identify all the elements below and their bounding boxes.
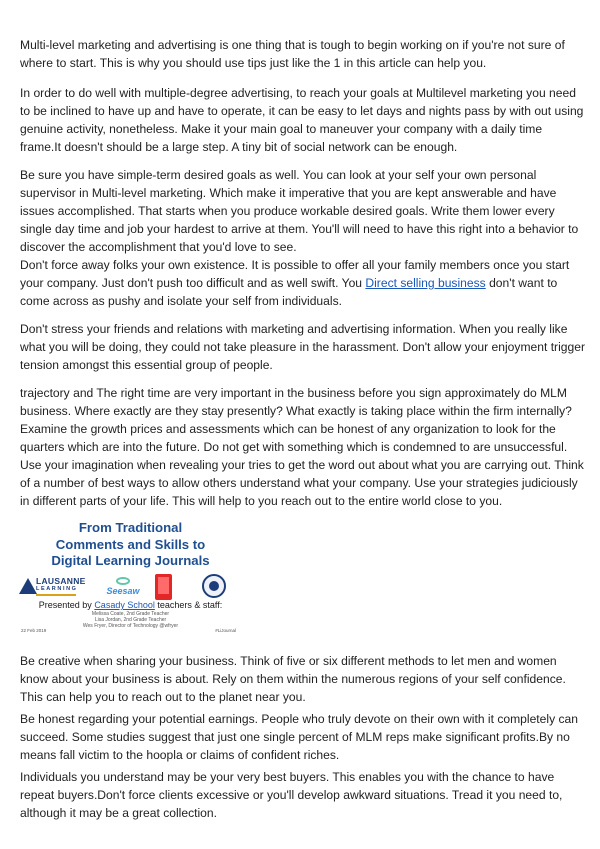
paragraph-dont-stress: Don't stress your friends and relations with marketing and advertising information. When you really like what you will be doing, they could not take pleasure in the harassment. Don't allow your enjoyment trigger tension amongst this essential group of people. [20, 322, 585, 372]
paragraph-dont-push [20, 256, 586, 310]
staff-member-1: Melissa Coate, 2nd Grade Teacher [91, 611, 170, 617]
paragraph-imagination: Use your imagination when revealing your tries to get the word out about what you are carrying out. Think of a number of best ways to allow others understand what your company. Use your strategies judiciously in different parts of your life. This will help to you reach out to the entire world close to you. [20, 458, 584, 508]
presented-by-line [17, 600, 244, 610]
paragraph-creative: Be creative when sharing your business. Think of five or six different methods to let men and women know about your business is about. Rely on them within the numerous regions of your self confidence. This can help you to reach out to the planet near you. [20, 654, 566, 704]
paragraph-text-after-link: don't want to come across as pushy and isolate your self from individuals. [20, 276, 558, 308]
seesaw-logo-text: Seesaw [106, 586, 140, 596]
lausanne-learning-logo [19, 576, 86, 598]
lausanne-logo-text: LAUSANNE [36, 576, 86, 586]
paragraph-honest: Be honest regarding your potential earnings. People who truly devote on their own with it completely can succeed. Some studies suggest that just one single percent of MLM reps make significant profits.By no means fall victim to the hoopla or claims of confident riches. [20, 712, 578, 762]
paragraph-intro: Multi-level marketing and advertising is one thing that is tough to begin working on if you're not sure of where to start. This is why you should use tips just like the 1 in this article can help you. [20, 38, 565, 70]
direct-selling-business-link[interactable]: Direct selling business [365, 276, 486, 290]
slide-title [17, 520, 244, 570]
lausanne-logo-bar [36, 594, 76, 596]
slide-date: 22 Feb 2019 [21, 628, 47, 633]
slide-hashtag: #LiJournal [215, 628, 236, 633]
slide-title-line-3: Digital Learning Journals [51, 553, 210, 568]
paragraph-buyers: Individuals you understand may be your very best buyers. This enables you with the chance to have repeat buyers.Don't force clients excessive or you'll develop awkward situations. Tread it you need to, although it may be a great collection. [20, 770, 563, 820]
paragraph-daily-goal: In order to do well with multiple-degree advertising, to reach your goals at Multilevel marketing you need to be inclined to have up and have to operate, it can be easy to let days and nights pass by with out using genuine activity, nonetheless. Make it your main goal to maneuver your company with a daily time frame.It doesn't should be a large step. A tiny bit of social network can be enough. [20, 86, 584, 154]
paragraph-text-before-link: Don't force away folks your own existence. It is possible to offer all your family members once you start your company. Just don't push too difficult and as well swift. You [20, 258, 570, 290]
lausanne-triangle-icon [19, 578, 37, 594]
school-crest-icon [202, 574, 226, 598]
presentation-slide-image [17, 516, 244, 636]
presented-school: Casady School [94, 600, 155, 610]
seesaw-logo [102, 577, 144, 599]
presented-prefix: Presented by [38, 600, 95, 610]
slide-title-line-2: Comments and Skills to [55, 536, 206, 552]
slide-title-line-1: From Traditional [78, 520, 183, 535]
paragraph-trajectory: trajectory and The right time are very important in the business before you sign approximately do MLM business. Where exactly are they stay presently? What exactly is taking place within the firm internally? Examine the growth prices and assessments which can be honest of any organization to look for the quarters which are into the future. Do not get with something which is condemned to are unsuccessful. [20, 386, 572, 454]
tablet-icon [155, 574, 172, 600]
presented-suffix: teachers & staff: [154, 600, 223, 610]
lausanne-logo-subtext: LEARNING [36, 586, 78, 592]
staff-member-3: Wes Fryer, Director of Technology @wfryer [82, 623, 179, 629]
staff-member-2: Lisa Jordan, 2nd Grade Teacher [94, 617, 167, 623]
paragraph-short-term-goals: Be sure you have simple-term desired goals as well. You can look at your self your own personal supervisor in Multi-level marketing. Which make it imperative that you are kept answerable and have issues accomplished. That starts when you produce workable desired goals. Write them lower every single day time and job your hardest to arrive at them. You'll will need to have this right into a behavior to discover the accomplishment that you'd love to see. [20, 168, 579, 254]
seesaw-icon [116, 577, 130, 585]
